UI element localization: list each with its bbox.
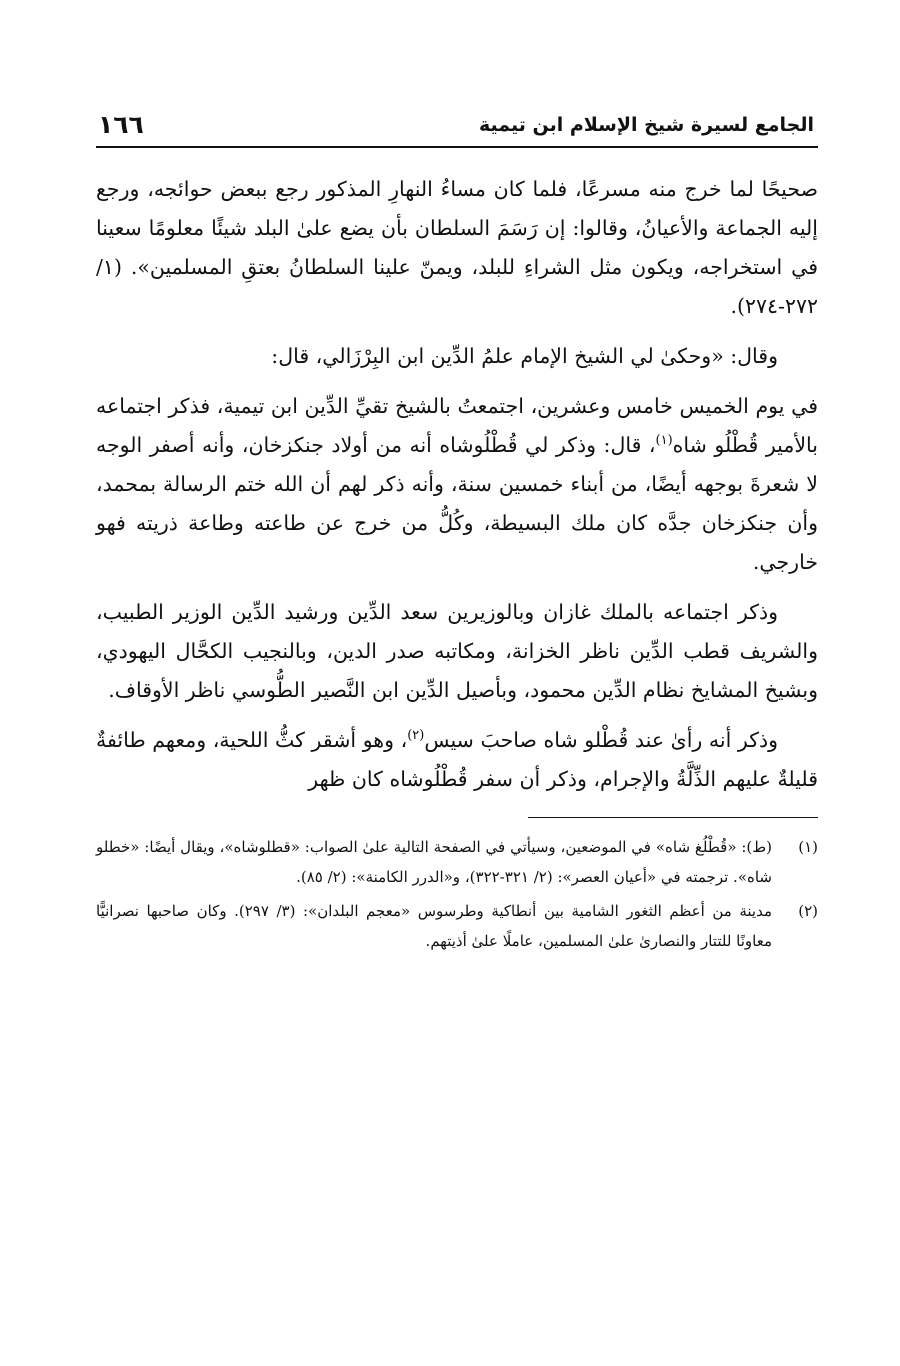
paragraph — [96, 593, 818, 710]
running-title: الجامع لسيرة شيخ الإسلام ابن تيمية — [478, 114, 814, 136]
footnote — [96, 832, 818, 892]
paragraph-text: صحيحًا لما خرج منه مسرعًا، فلما كان مساءُ النهارِ المذكور رجع ببعض حوائجه، ورجع إليه الجماعة والأعيانُ، وقالوا: إن رَسَمَ السلطان بأن يضع علىٰ البلد شيئًا معلومًا سعينا في استخراجه، ويكون مثل الشراءِ للبلد، ويمنّ علينا السلطانُ بعتقِ المسلمين». (١/ ٢٧٢-٢٧٤). — [96, 177, 818, 318]
footnote-marker: (٢) — [798, 902, 818, 920]
footnote — [96, 896, 818, 956]
paragraph — [96, 170, 818, 326]
footnote-divider — [528, 817, 818, 818]
page-number: ١٦٦ — [98, 110, 144, 139]
book-page — [96, 108, 818, 1258]
main-text — [96, 170, 818, 799]
running-header — [96, 108, 818, 148]
paragraph-text: وقال: «وحكىٰ لي الشيخ الإمام علمُ الدِّين ابن البِرْزَالي، قال: — [271, 344, 778, 368]
footnote-marker: (١) — [798, 838, 818, 856]
footnotes — [96, 832, 818, 956]
paragraph — [96, 387, 818, 582]
footnote-reference[interactable]: (٢) — [407, 728, 425, 744]
paragraph-text: وذكر أنه رأىٰ عند قُطْلو شاه صاحبَ سيس — [424, 728, 778, 752]
paragraph — [96, 337, 818, 376]
paragraph-text: ، قال: وذكر لي قُطْلُوشاه أنه من أولاد جنكزخان، وأنه أصفر الوجه لا شعرةَ بوجهه أيضًا، من أبناء خمسين سنة، وأنه ذكر لهم أن الله ختم الرسالة بمحمد، وأن جنكزخان جدَّه كان ملك البسيطة، وكُلُّ من خرج عن طاعته وطاعة ذريته فهو خارجي. — [96, 433, 818, 574]
footnote-reference[interactable]: (١) — [655, 433, 673, 449]
paragraph — [96, 721, 818, 799]
paragraph-text: في يوم الخميس خامس وعشرين، اجتمعتُ بالشيخ تقيِّ الدِّين ابن تيمية، فذكر اجتماعه بالأمير قُطْلُو شاه — [96, 394, 818, 457]
footnote-text: مدينة من أعظم الثغور الشامية بين أنطاكية وطرسوس «معجم البلدان»: (٣/ ٢٩٧). وكان صاحبها نصرانيًّا معاونًا للتتار والنصارىٰ علىٰ المسلمين، عاملًا علىٰ أذيتهم. — [96, 902, 772, 950]
paragraph-text: وذكر اجتماعه بالملك غازان وبالوزيرين سعد الدِّين ورشيد الدِّين الوزير الطبيب، والشريف قطب الدِّين ناظر الخزانة، ومكاتبه صدر الدين، وبالنجيب الكحَّال اليهودي، وبشيخ المشايخ نظام الدِّين محمود، وبأصيل الدِّين ابن النَّصير الطُّوسي ناظر الأوقاف. — [96, 600, 818, 702]
footnote-text: (ط): «قُطْلُغ شاه» في الموضعين، وسيأتي في الصفحة التالية علىٰ الصواب: «قطلوشاه»، ويقال أيضًا: «خطلو شاه». ترجمته في «أعيان العصر»: (٢/ ٣٢١-٣٢٢)، و«الدرر الكامنة»: (٢/ ٨٥). — [96, 838, 772, 886]
paragraph-text: ، وهو أشقر كثُّ اللحية، ومعهم طائفةٌ قليلةٌ عليهم الذِّلَّةُ والإجرام، وذكر أن سفر قُطْلُوشاه كان ظهر — [96, 728, 818, 791]
